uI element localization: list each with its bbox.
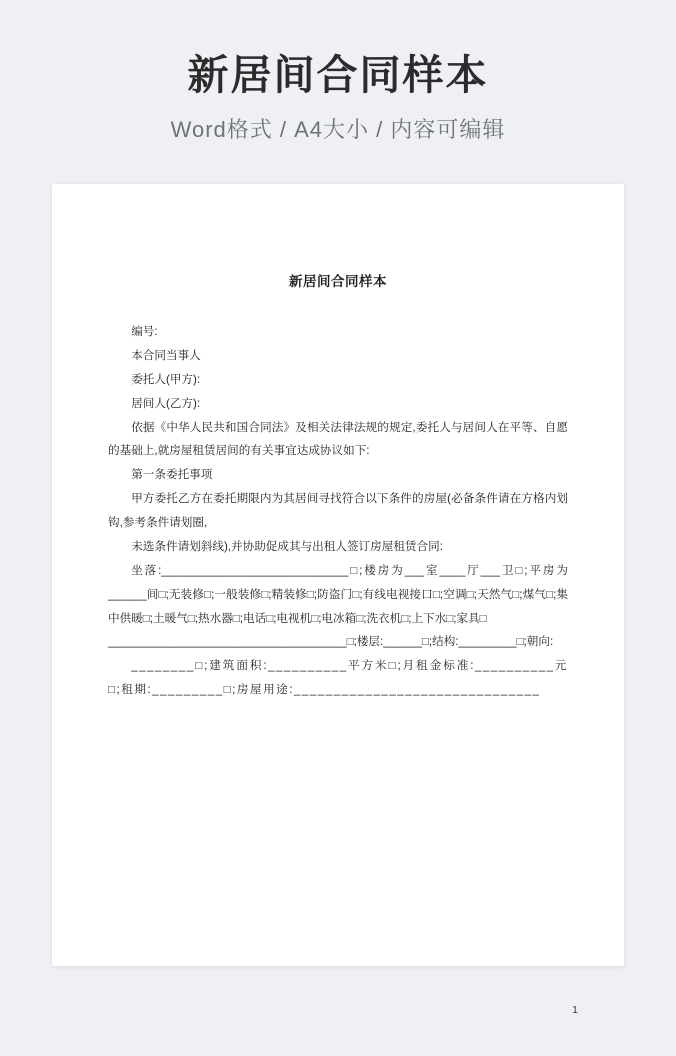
document-paragraph: 依据《中华人民共和国合同法》及相关法律法规的规定,委托人与居间人在平等、自愿的基础上,就房屋租赁居间的有关事宜达成协议如下:	[108, 420, 568, 458]
page-number: 1	[572, 1004, 578, 1016]
document-paragraph: ________□;建筑面积:__________平方米□;月租金标准:__________元□;租期:_________□;房屋用途:_______________________________	[108, 659, 568, 697]
document-paragraph: 编号:	[131, 325, 158, 338]
document-preview[interactable]	[52, 184, 624, 1016]
document-page	[52, 270, 624, 1052]
document-paragraph: _____________________________________□;楼层:______□;结构:_________□;朝向:	[108, 635, 554, 649]
document-paragraph: 坐落:_____________________________□;楼房为___室____厅___卫□;平房为______间□;无装修□;一般装修□;精装修□;防盗门□;有线电视接口□;空调□;天然气□;煤气□;集中供暖□;土暖气□;热水器□;电话□;电视机□;电冰箱□;洗衣机□;上下水□;家具□	[108, 563, 568, 625]
document-paragraph: 委托人(甲方):	[131, 372, 201, 386]
document-paragraph: 未选条件请划斜线),并协助促成其与出租人签订房屋租赁合同:	[131, 539, 443, 553]
document-paragraph: 居间人(乙方):	[131, 396, 201, 410]
banner	[0, 0, 676, 144]
banner-subtitle: Word格式 / A4大小 / 内容可编辑	[170, 117, 506, 143]
document-paragraph: 本合同当事人	[131, 348, 201, 362]
document-title: 新居间合同样本	[289, 274, 387, 289]
document-body	[108, 320, 568, 702]
document-paragraph: 甲方委托乙方在委托期限内为其居间寻找符合以下条件的房屋(必备条件请在方格内划钩,参考条件请划圈,	[108, 492, 568, 529]
banner-title: 新居间合同样本	[187, 52, 489, 98]
document-paragraph: 第一条委托事项	[131, 468, 213, 482]
